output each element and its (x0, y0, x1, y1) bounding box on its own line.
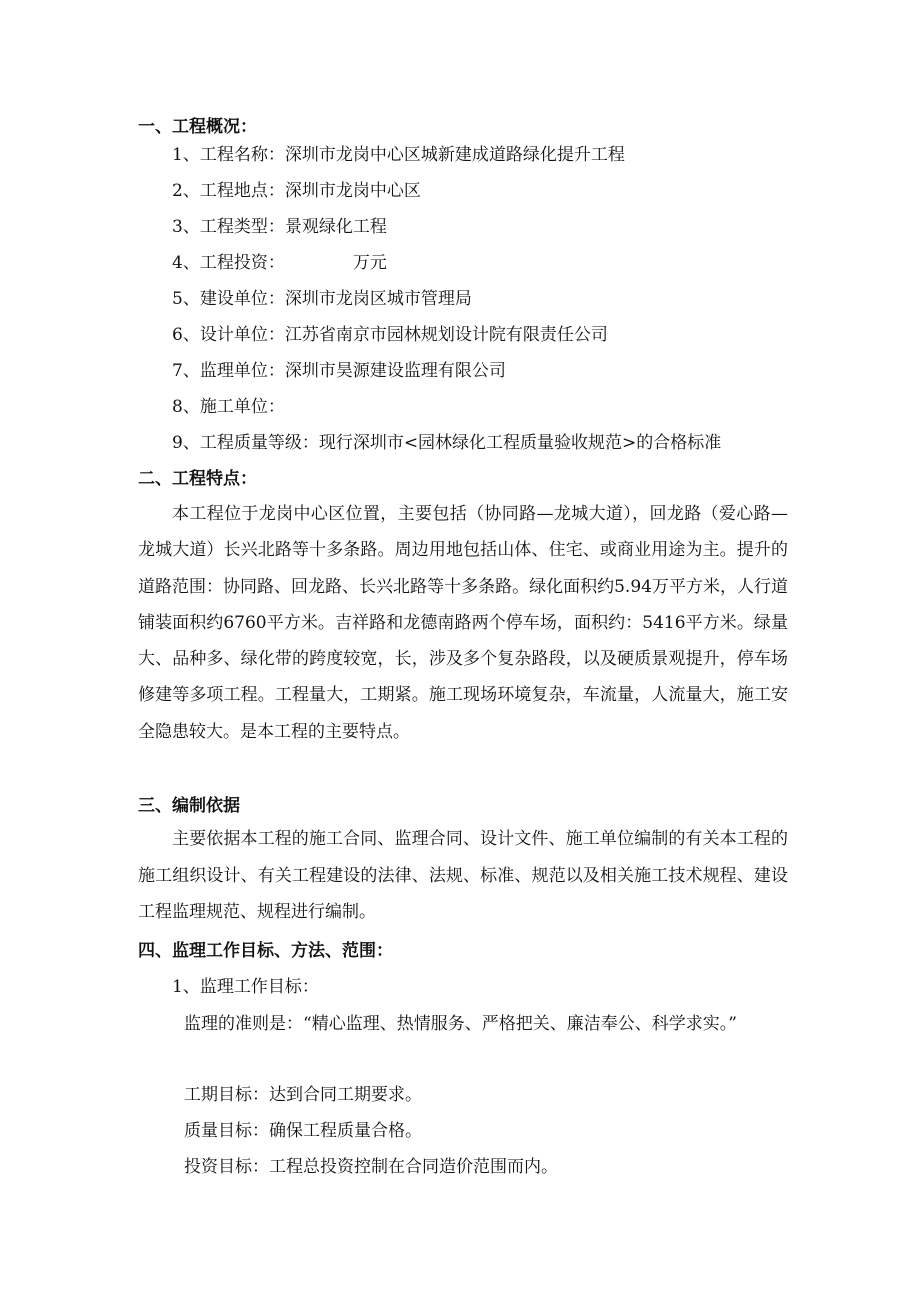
investment-goal: 投资目标：工程总投资控制在合同造价范围而内。 (184, 1157, 558, 1177)
project-investment-item (172, 252, 387, 274)
project-type-item: 3、工程类型：景观绿化工程 (172, 217, 387, 237)
investment-label: 4、工程投资： (172, 253, 285, 273)
section3-heading: 三、编制依据 (138, 796, 240, 816)
section4-sub1: 1、监理工作目标： (172, 977, 319, 997)
design-unit-item: 6、设计单位：江苏省南京市园林规划设计院有限责任公司 (172, 325, 608, 345)
owner-unit-item: 5、建设单位：深圳市龙岗区城市管理局 (172, 289, 472, 309)
schedule-goal: 工期目标：达到合同工期要求。 (184, 1085, 422, 1105)
section2-heading: 二、工程特点： (138, 469, 257, 489)
investment-unit: 万元 (352, 253, 387, 273)
project-location-item: 2、工程地点：深圳市龙岗中心区 (172, 181, 421, 201)
project-name-item: 1、工程名称：深圳市龙岗中心区城新建成道路绿化提升工程 (172, 145, 625, 165)
supervision-principle: 监理的准则是：“精心监理、热情服务、严格把关、廉洁奉公、科学求实。” (184, 1014, 737, 1034)
section2-body: 本工程位于龙岗中心区位置，主要包括（协同路—龙城大道），回龙路（爱心路—龙城大道）长兴北路等十多条路。周边用地包括山体、住宅、或商业用途为主。提升的道路范围：协同路、回龙路、长兴北路等十多条路。绿化面积约5.94万平方米，人行道铺装面积约6760平方米。吉祥路和龙德南路两个停车场，面积约：5416平方米。绿量大、品种多、绿化带的跨度较宽，长，涉及多个复杂路段，以及硬质景观提升，停车场修建等多项工程。工程量大，工期紧。施工现场环境复杂，车流量，人流量大，施工安全隐患较大。是本工程的主要特点。 (138, 504, 788, 742)
quality-grade-item: 9、工程质量等级：现行深圳市<园林绿化工程质量验收规范>的合格标准 (172, 433, 722, 453)
quality-goal: 质量目标：确保工程质量合格。 (184, 1121, 422, 1141)
supervision-unit-item: 7、监理单位：深圳市昊源建设监理有限公司 (172, 361, 506, 381)
section1-heading: 一、工程概况： (138, 117, 257, 137)
section4-heading: 四、监理工作目标、方法、范围： (138, 941, 393, 961)
construction-unit-item: 8、施工单位： (172, 397, 285, 417)
section3-body: 主要依据本工程的施工合同、监理合同、设计文件、施工单位编制的有关本工程的施工组织设计、有关工程建设的法律、法规、标准、规范以及相关施工技术规程、建设工程监理规范、规程进行编制。 (138, 829, 788, 922)
